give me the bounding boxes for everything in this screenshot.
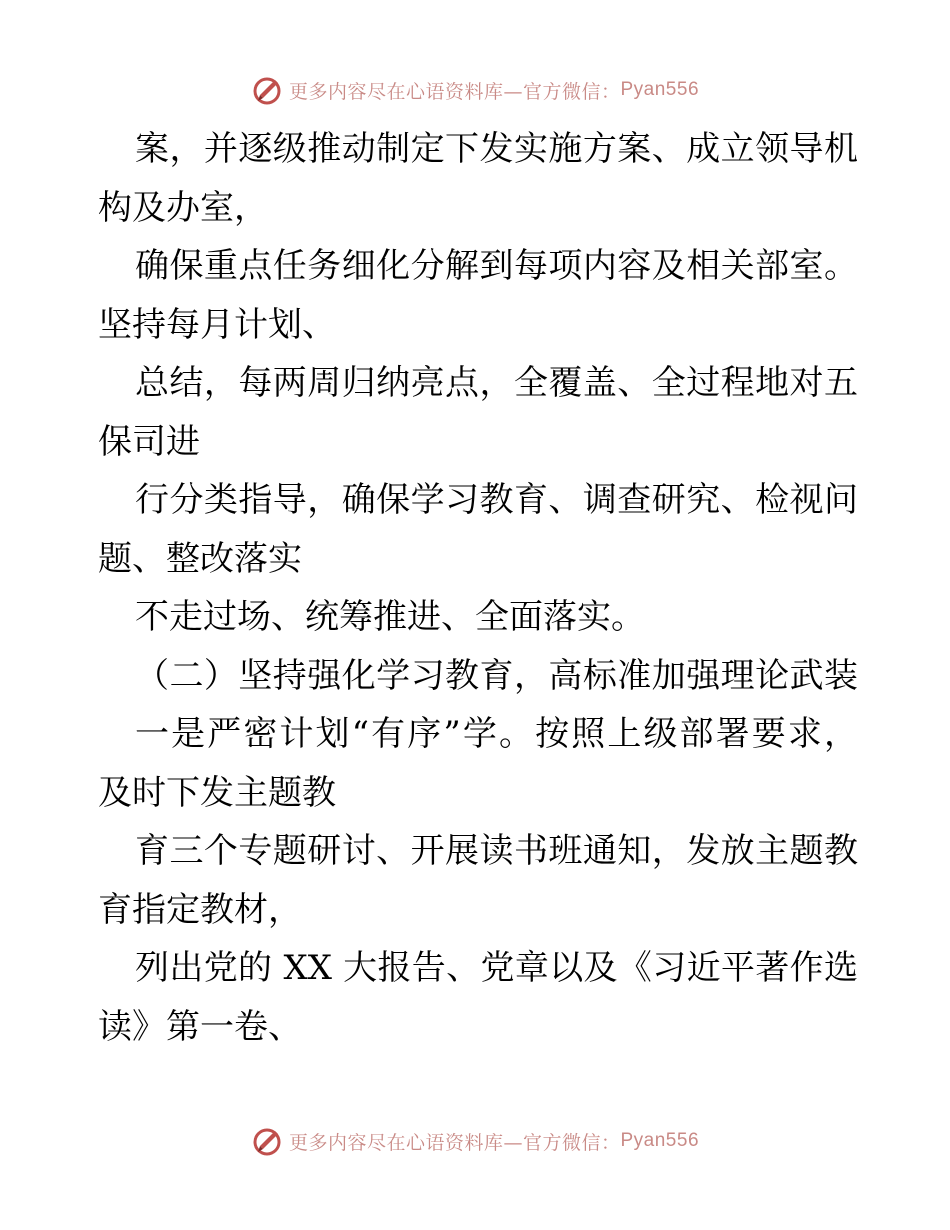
text-line: 构及办室， <box>98 187 268 228</box>
text-line: 育指定教材， <box>98 889 302 930</box>
text-line: 案，并逐级推动制定下发实施方案、成立领导机 <box>135 129 858 169</box>
quill-logo-icon <box>251 73 285 107</box>
text-line: 题、整改落实 <box>98 538 302 579</box>
text-line: 坚持每月计划、 <box>98 304 336 345</box>
watermark-handle: Pyan556 <box>620 1130 700 1151</box>
text-line: 保司进 <box>98 421 200 462</box>
text-line: 不走过场、统筹推进、全面落实。 <box>135 597 645 637</box>
section-heading: （二）坚持强化学习教育，高标准加强理论武装 <box>135 655 858 696</box>
text-line: 育三个专题研讨、开展读书班通知，发放主题教 <box>135 831 858 871</box>
text-line: 一是严密计划“有序”学。按照上级部署要求， <box>135 714 858 754</box>
text-line: 及时下发主题教 <box>98 772 336 813</box>
text-line: 总结，每两周归纳亮点，全覆盖、全过程地对五 <box>135 363 858 403</box>
footer-watermark <box>0 1121 950 1161</box>
text-line: 读》第一卷、 <box>98 1006 302 1047</box>
text-line: 行分类指导，确保学习教育、调查研究、检视问 <box>135 480 858 520</box>
quill-logo-icon <box>251 1124 285 1158</box>
text-line: 列出党的 XX 大报告、党章以及《习近平著作选 <box>135 948 858 988</box>
header-watermark <box>0 70 950 110</box>
text-line: 确保重点任务细化分解到每项内容及相关部室。 <box>135 246 858 286</box>
body-text <box>98 120 858 1056</box>
watermark-text: 更多内容尽在心语资料库—官方微信： <box>288 80 621 103</box>
watermark-handle: Pyan556 <box>620 79 700 100</box>
watermark-text: 更多内容尽在心语资料库—官方微信： <box>288 1131 621 1154</box>
